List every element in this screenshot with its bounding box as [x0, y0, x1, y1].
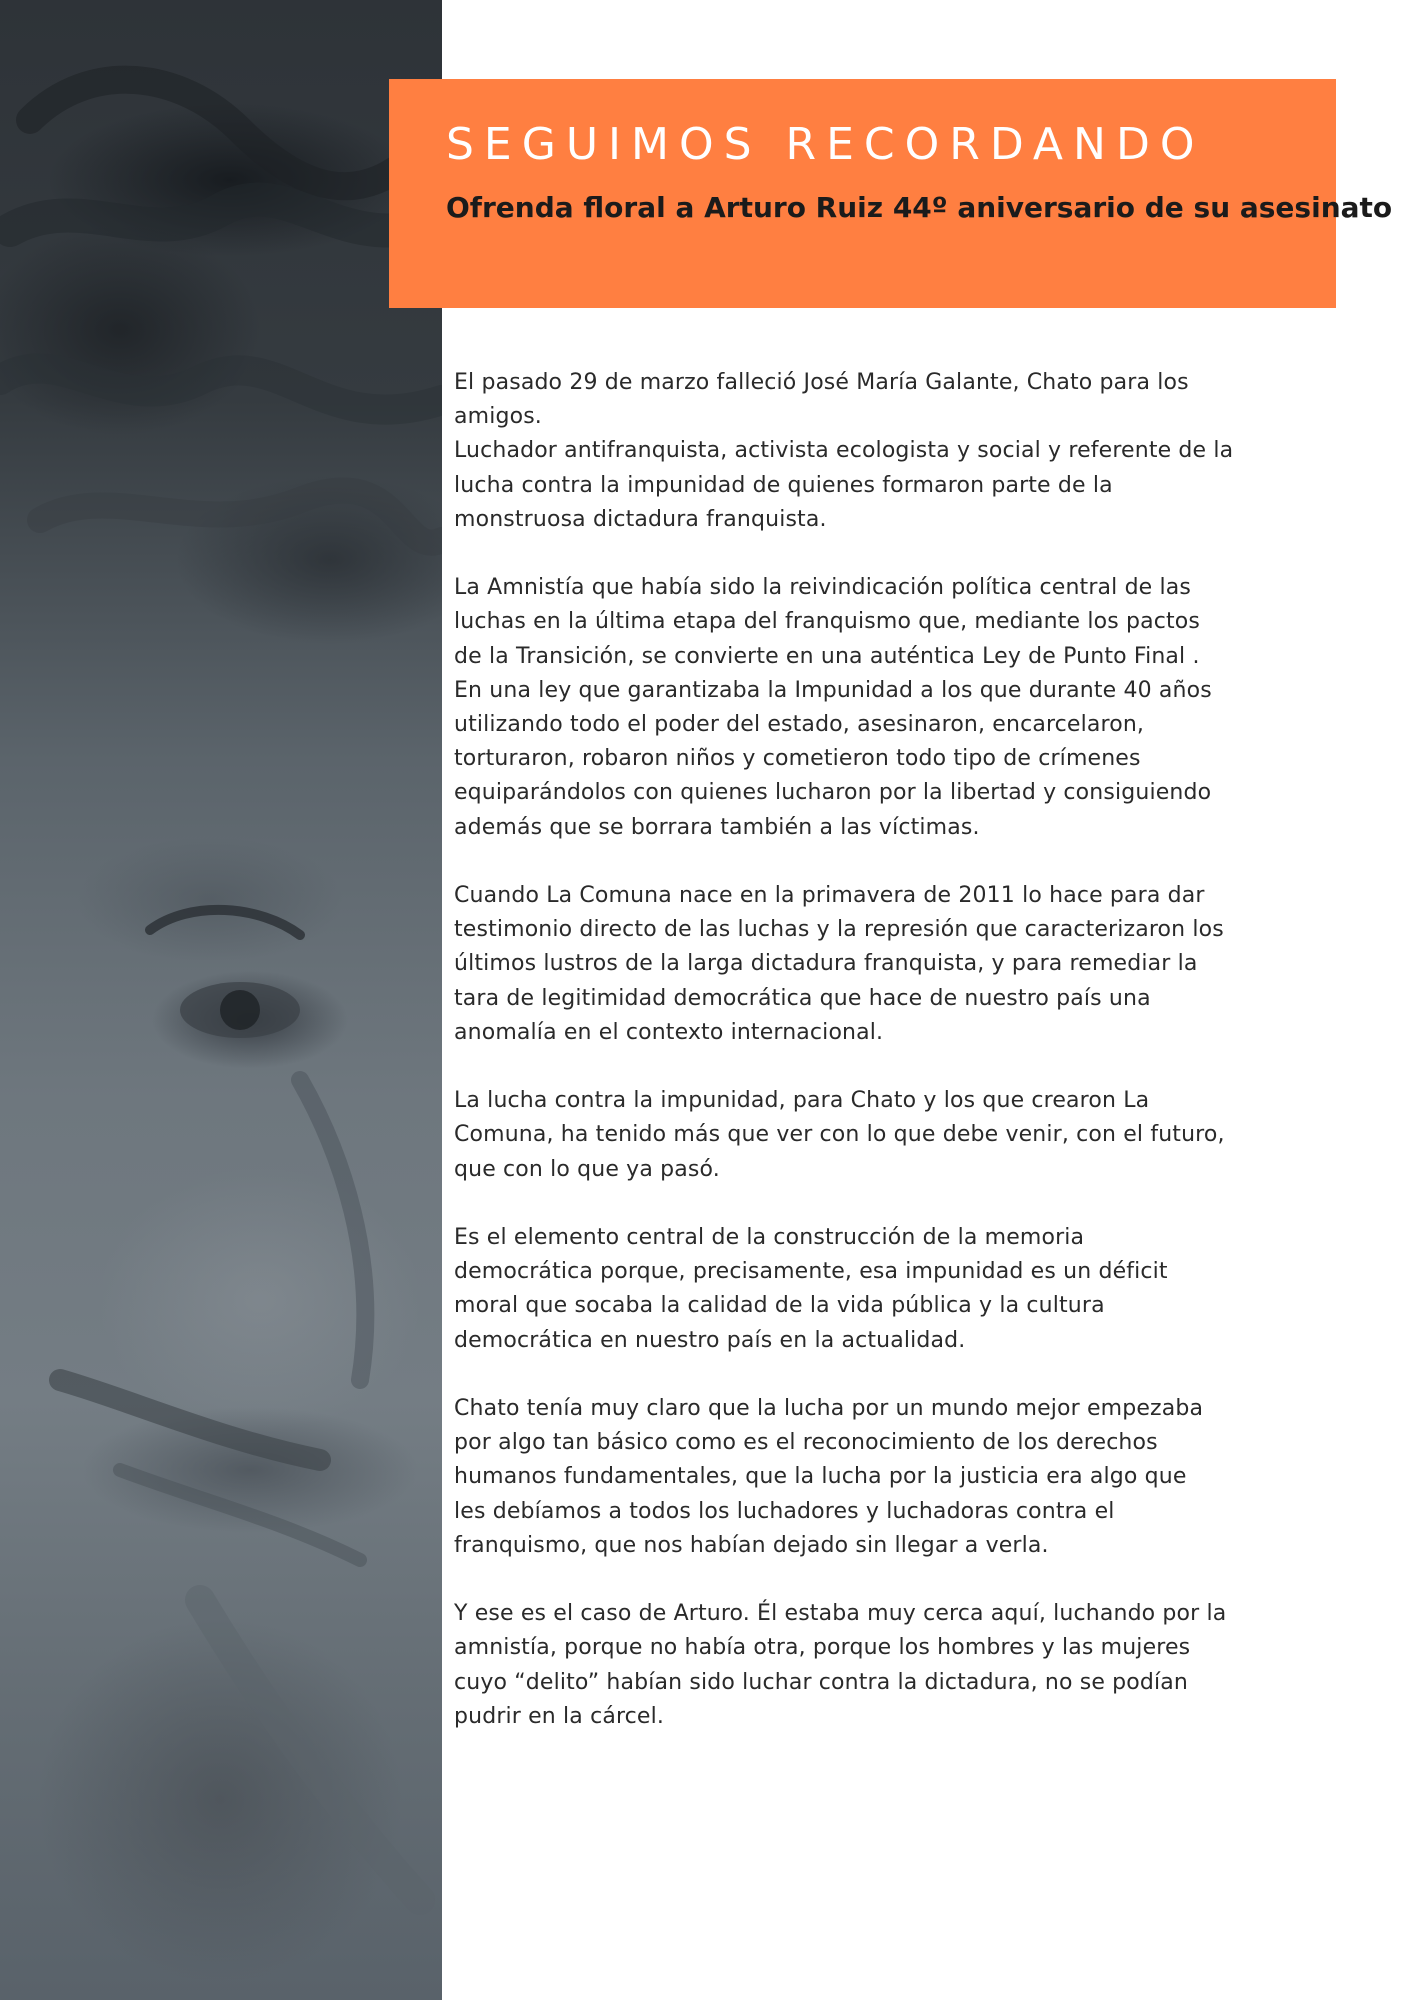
text-line: Cuando La Comuna nace en la primavera de 2011 lo hace para dar [454, 883, 1205, 909]
text-line: humanos fundamentales, que la lucha por la justicia era algo que [454, 1464, 1187, 1490]
text-line: La Amnistía que había sido la reivindicación política central de las [454, 575, 1192, 601]
text-line: El pasado 29 de marzo falleció José María Galante, Chato para los [454, 370, 1189, 395]
portrait-shading [0, 0, 442, 2000]
portrait-photo [0, 0, 442, 2000]
text-line: por algo tan básico como es el reconocimiento de los derechos [454, 1430, 1158, 1456]
text-line: utilizando todo el poder del estado, asesinaron, encarcelaron, [454, 712, 1145, 738]
subtitle [446, 185, 1393, 230]
text-line: monstruosa dictadura franquista. [454, 506, 827, 532]
text-line: anomalía en el contexto internacional. [454, 1019, 884, 1045]
text-line: La lucha contra la impunidad, para Chato y los que crearon La [454, 1088, 1150, 1114]
text-line: Chato tenía muy claro que la lucha por un mundo mejor empezaba [454, 1396, 1204, 1422]
paragraph-3 [454, 879, 1334, 1050]
text-line: pudrir en la cárcel. [454, 1703, 665, 1729]
text-line: últimos lustros de la larga dictadura franquista, y para remediar la [454, 951, 1198, 977]
text-line: lucha contra la impunidad de quienes formaron parte de la [454, 472, 1113, 498]
text-line: equiparándolos con quienes lucharon por la libertad y consiguiendo [454, 780, 1212, 806]
article-body [454, 366, 1334, 1768]
subtitle-line-1: Ofrenda floral a Arturo Ruiz [446, 191, 884, 224]
paragraph-5 [454, 1221, 1334, 1358]
text-line: tara de legitimidad democrática que hace de nuestro país una [454, 985, 1151, 1011]
paragraph-1 [454, 366, 1334, 537]
title-banner [389, 79, 1393, 308]
text-line: Comuna, ha tenido más que ver con lo que debe venir, con el futuro, [454, 1122, 1225, 1148]
text-line: Es el elemento central de la construcción de la memoria [454, 1225, 1085, 1251]
paragraph-7 [454, 1597, 1334, 1734]
text-line: de la Transición, se convierte en una auténtica Ley de Punto Final . [454, 643, 1200, 669]
paragraph-6 [454, 1392, 1334, 1563]
text-line: Luchador antifranquista, activista ecologista y social y referente de la [454, 438, 1234, 464]
text-line: además que se borrara también a las víctimas. [454, 814, 980, 840]
text-line: cuyo “delito” habían sido luchar contra la dictadura, no se podían [454, 1669, 1188, 1695]
text-line: democrática en nuestro país en la actualidad. [454, 1327, 966, 1353]
kicker-title: SEGUIMOS RECORDANDO [446, 119, 1205, 170]
text-line: Y ese es el caso de Arturo. Él estaba muy cerca aquí, luchando por la [454, 1601, 1227, 1627]
text-line: amnistía, porque no había otra, porque los hombres y las mujeres [454, 1635, 1191, 1661]
text-line: torturaron, robaron niños y cometieron todo tipo de crímenes [454, 746, 1141, 772]
text-line: les debíamos a todos los luchadores y luchadoras contra el [454, 1498, 1115, 1524]
text-line: democrática porque, precisamente, esa impunidad es un déficit [454, 1259, 1168, 1285]
text-line: moral que socaba la calidad de la vida pública y la cultura [454, 1293, 1105, 1319]
paragraph-4 [454, 1084, 1334, 1187]
text-line: luchas en la última etapa del franquismo que, mediante los pactos [454, 609, 1200, 635]
text-line: amigos. [454, 404, 542, 430]
subtitle-line-2: 44º aniversario de su asesinato [892, 191, 1393, 224]
text-line: En una ley que garantizaba la Impunidad a los que durante 40 años [454, 677, 1212, 703]
text-line: franquismo, que nos habían dejado sin llegar a verla. [454, 1532, 1049, 1558]
paragraph-2 [454, 571, 1334, 845]
text-line: que con lo que ya pasó. [454, 1156, 720, 1182]
text-line: testimonio directo de las luchas y la represión que caracterizaron los [454, 917, 1224, 943]
